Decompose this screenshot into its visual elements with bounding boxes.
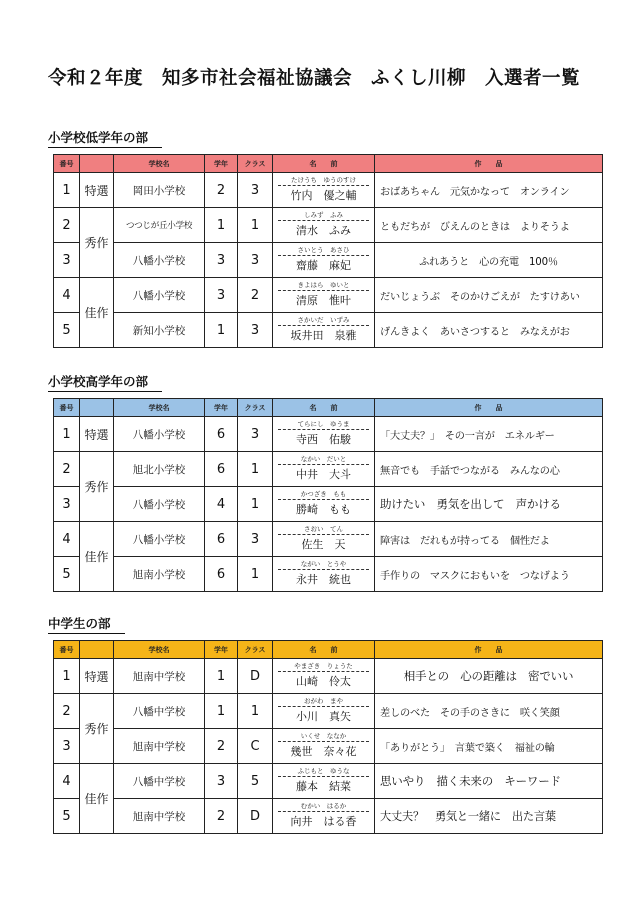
name-cell <box>273 487 375 522</box>
grade-cell: 6 <box>205 522 238 557</box>
name-kanji: 勝崎 もも <box>296 502 351 516</box>
award-cell: 特選 <box>80 173 114 208</box>
work-cell: 手作りの マスクにおもいを つなげよう <box>375 557 603 592</box>
table-row <box>54 764 603 799</box>
grade-cell: 2 <box>205 729 238 764</box>
row-no: 4 <box>54 278 80 313</box>
grade-cell: 1 <box>205 659 238 694</box>
table-row <box>54 659 603 694</box>
header-no: 番号 <box>54 399 80 417</box>
class-cell: 5 <box>238 764 273 799</box>
name-kanji: 藤本 結菜 <box>296 779 351 793</box>
school-cell: 八幡小学校 <box>114 243 205 278</box>
header-no: 番号 <box>54 155 80 173</box>
work-cell: だいじょうぶ そのかけごえが たすけあい <box>375 278 603 313</box>
name-kana: たけうち ゆうのすけ <box>278 175 369 186</box>
header-row <box>54 641 603 659</box>
grade-cell: 6 <box>205 557 238 592</box>
grade-cell: 1 <box>205 208 238 243</box>
table-junior <box>53 640 603 834</box>
school-cell: 八幡中学校 <box>114 694 205 729</box>
award-cell: 佳作 <box>80 522 114 592</box>
work-cell: ふれあうと 心の充電 100％ <box>375 243 603 278</box>
name-kanji: 幾世 奈々花 <box>290 744 357 758</box>
school-cell: 八幡小学校 <box>114 487 205 522</box>
school-cell: 旭南中学校 <box>114 799 205 834</box>
school-cell: 八幡小学校 <box>114 417 205 452</box>
section-title-junior: 中学生の部 <box>48 614 125 634</box>
school-cell: 八幡中学校 <box>114 764 205 799</box>
row-no: 2 <box>54 208 80 243</box>
grade-cell: 3 <box>205 278 238 313</box>
name-kanji: 小川 真矢 <box>296 709 351 723</box>
header-class: クラス <box>238 155 273 173</box>
work-cell: 障害は だれもが持ってる 個性だよ <box>375 522 603 557</box>
table-row <box>54 452 603 487</box>
work-cell: おばあちゃん 元気かなって オンライン <box>375 173 603 208</box>
name-kana: かつざき もも <box>278 489 369 500</box>
award-cell: 佳作 <box>80 764 114 834</box>
award-cell: 秀作 <box>80 694 114 764</box>
work-cell: 「大丈夫？」 その一言が エネルギー <box>375 417 603 452</box>
name-kanji: 中井 大斗 <box>296 467 351 481</box>
header-school: 学校名 <box>114 641 205 659</box>
name-cell <box>273 243 375 278</box>
school-cell: 旭南小学校 <box>114 557 205 592</box>
header-row <box>54 155 603 173</box>
class-cell: 3 <box>238 313 273 348</box>
name-kana: しみず ふみ <box>278 210 369 221</box>
grade-cell: 1 <box>205 313 238 348</box>
name-kanji: 竹内 優之輔 <box>290 188 357 202</box>
header-name: 名 前 <box>273 155 375 173</box>
grade-cell: 2 <box>205 173 238 208</box>
row-no: 5 <box>54 557 80 592</box>
table-row <box>54 243 603 278</box>
header-work: 作 品 <box>375 399 603 417</box>
name-kana: いくせ ななか <box>278 731 369 742</box>
table-row <box>54 799 603 834</box>
award-cell: 佳作 <box>80 278 114 348</box>
class-cell: 3 <box>238 522 273 557</box>
header-name: 名 前 <box>273 641 375 659</box>
name-kanji: 清原 惟叶 <box>296 293 351 307</box>
table-lower <box>53 154 603 348</box>
class-cell: 1 <box>238 557 273 592</box>
header-no: 番号 <box>54 641 80 659</box>
header-grade: 学年 <box>205 155 238 173</box>
row-no: 3 <box>54 243 80 278</box>
school-cell: 旭南中学校 <box>114 729 205 764</box>
header-school: 学校名 <box>114 155 205 173</box>
work-cell: 大丈夫？ 勇気と一緒に 出た言葉 <box>375 799 603 834</box>
name-cell <box>273 278 375 313</box>
name-cell <box>273 417 375 452</box>
row-no: 2 <box>54 694 80 729</box>
name-kana: やまざき りょうた <box>278 661 369 672</box>
work-cell: 相手との 心の距離は 密でいい <box>375 659 603 694</box>
work-cell: げんきよく あいさつすると みなえがお <box>375 313 603 348</box>
school-cell: 新知小学校 <box>114 313 205 348</box>
header-class: クラス <box>238 641 273 659</box>
work-cell: 「ありがとう」 言葉で築く 福祉の輪 <box>375 729 603 764</box>
school-cell: 岡田小学校 <box>114 173 205 208</box>
header-row <box>54 399 603 417</box>
header-award <box>80 641 114 659</box>
section-title-lower: 小学校低学年の部 <box>48 128 162 148</box>
table-row <box>54 487 603 522</box>
grade-cell: 2 <box>205 799 238 834</box>
name-kanji: 寺西 佑駿 <box>296 432 351 446</box>
table-row <box>54 557 603 592</box>
class-cell: 3 <box>238 173 273 208</box>
award-cell: 秀作 <box>80 208 114 278</box>
name-cell <box>273 208 375 243</box>
table-row <box>54 313 603 348</box>
row-no: 4 <box>54 522 80 557</box>
grade-cell: 3 <box>205 243 238 278</box>
row-no: 2 <box>54 452 80 487</box>
name-kana: さかいだ いずみ <box>278 315 369 326</box>
row-no: 1 <box>54 417 80 452</box>
grade-cell: 4 <box>205 487 238 522</box>
name-kanji: 齋藤 麻妃 <box>296 258 351 272</box>
school-cell: つつじが丘小学校 <box>114 208 205 243</box>
school-cell: 旭北小学校 <box>114 452 205 487</box>
work-cell: 助けたい 勇気を出して 声かける <box>375 487 603 522</box>
page-title: 令和２年度 知多市社会福祉協議会 ふくし川柳 入選者一覧 <box>47 68 580 89</box>
work-cell: 無音でも 手話でつながる みんなの心 <box>375 452 603 487</box>
name-kanji: 佐生 天 <box>301 537 346 551</box>
class-cell: 3 <box>238 417 273 452</box>
header-grade: 学年 <box>205 399 238 417</box>
name-kanji: 清水 ふみ <box>296 223 351 237</box>
header-work: 作 品 <box>375 641 603 659</box>
grade-cell: 6 <box>205 417 238 452</box>
table-row <box>54 208 603 243</box>
work-cell: 差しのべた その手のさきに 咲く笑顔 <box>375 694 603 729</box>
name-kana: さおい てん <box>278 524 369 535</box>
award-cell: 特選 <box>80 659 114 694</box>
name-kana: きよはら ゆいと <box>278 280 369 291</box>
table-row <box>54 729 603 764</box>
table-row <box>54 278 603 313</box>
name-kana: おがわ まや <box>278 696 369 707</box>
name-cell <box>273 522 375 557</box>
name-cell <box>273 694 375 729</box>
grade-cell: 6 <box>205 452 238 487</box>
name-cell <box>273 313 375 348</box>
table-row <box>54 173 603 208</box>
row-no: 3 <box>54 729 80 764</box>
header-award <box>80 155 114 173</box>
header-class: クラス <box>238 399 273 417</box>
name-cell <box>273 799 375 834</box>
name-kana: さいとう あさひ <box>278 245 369 256</box>
header-award <box>80 399 114 417</box>
header-school: 学校名 <box>114 399 205 417</box>
table-upper <box>53 398 603 592</box>
name-cell <box>273 659 375 694</box>
row-no: 5 <box>54 799 80 834</box>
name-kana: てらにし ゆうま <box>278 419 369 430</box>
row-no: 1 <box>54 659 80 694</box>
name-kanji: 山崎 伶太 <box>296 674 351 688</box>
name-kana: ふじもと ゆうな <box>278 766 369 777</box>
name-cell <box>273 173 375 208</box>
table-row <box>54 694 603 729</box>
work-cell: 思いやり 描く未来の キーワード <box>375 764 603 799</box>
name-cell <box>273 729 375 764</box>
header-name: 名 前 <box>273 399 375 417</box>
name-kanji: 永井 統也 <box>296 572 351 586</box>
row-no: 4 <box>54 764 80 799</box>
section-title-upper: 小学校高学年の部 <box>48 372 162 392</box>
class-cell: 1 <box>238 487 273 522</box>
school-cell: 八幡小学校 <box>114 522 205 557</box>
award-cell: 秀作 <box>80 452 114 522</box>
name-kana: なかい だいと <box>278 454 369 465</box>
row-no: 5 <box>54 313 80 348</box>
school-cell: 八幡小学校 <box>114 278 205 313</box>
class-cell: 1 <box>238 208 273 243</box>
row-no: 1 <box>54 173 80 208</box>
class-cell: 1 <box>238 694 273 729</box>
class-cell: 1 <box>238 452 273 487</box>
header-work: 作 品 <box>375 155 603 173</box>
work-cell: ともだちが びえんのときは よりそうよ <box>375 208 603 243</box>
name-cell <box>273 557 375 592</box>
name-cell <box>273 452 375 487</box>
class-cell: D <box>238 659 273 694</box>
name-kanji: 向井 はる香 <box>290 814 357 828</box>
name-cell <box>273 764 375 799</box>
name-kana: ながい とうや <box>278 559 369 570</box>
table-row <box>54 522 603 557</box>
header-grade: 学年 <box>205 641 238 659</box>
row-no: 3 <box>54 487 80 522</box>
award-cell: 特選 <box>80 417 114 452</box>
grade-cell: 3 <box>205 764 238 799</box>
class-cell: C <box>238 729 273 764</box>
table-row <box>54 417 603 452</box>
class-cell: 2 <box>238 278 273 313</box>
name-kanji: 坂井田 泉雅 <box>290 328 357 342</box>
grade-cell: 1 <box>205 694 238 729</box>
name-kana: むかい はるか <box>278 801 369 812</box>
class-cell: D <box>238 799 273 834</box>
school-cell: 旭南中学校 <box>114 659 205 694</box>
class-cell: 3 <box>238 243 273 278</box>
